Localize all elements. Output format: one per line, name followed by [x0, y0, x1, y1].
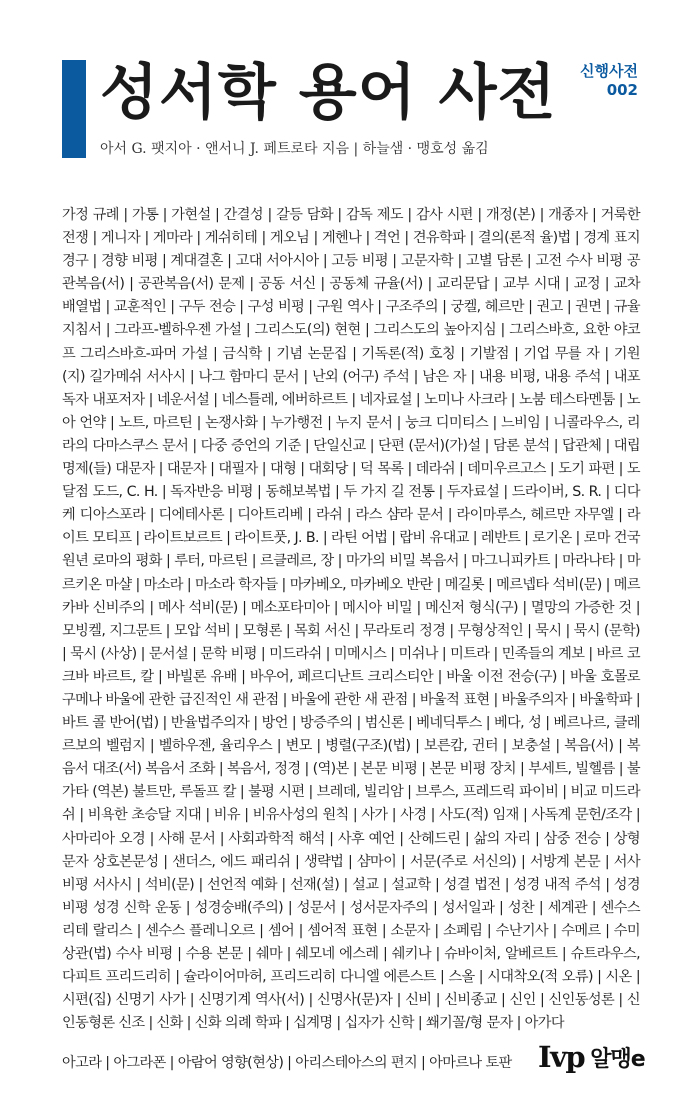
- series-name: 신행사전: [580, 62, 638, 80]
- term-list-last-line: 아고라 | 아그라폰 | 아람어 영향(현상) | 아리스테아스의 편지 | 아마르나 토판: [62, 1055, 512, 1071]
- title-accent-bar: [62, 60, 86, 158]
- series-label: [580, 62, 638, 100]
- publisher-logo: [538, 1040, 645, 1074]
- imprint-name: 알맹e: [590, 1046, 645, 1072]
- term-list: 가정 규례 | 가통 | 가현설 | 간결성 | 갈등 담화 | 감독 제도 | 감사 시편 | 개정(본) | 개종자 | 거룩한 전쟁 | 게니자 | 게마라 | 게쉬히테 | 게오님 | 게헨나 | 격언 | 견유학파 | 결의(론적 율)법 | 경계 표지 경구 | 경향 비평 | 계대결혼 | 고대 서아시아 | 고등 비평 | 고문자학 | 고별 담론 | 고전 수사 비평 공관복음(서) | 공관복음(서) 문제 | 공동 서신 | 공동체 규율(서) | 교리문답 | 교부 시대 | 교정 | 교차 배열법 | 교훈적인 | 구두 전승 | 구성 비평 | 구원 역사 | 구조주의 | 궁켈, 헤르만 | 권고 | 권면 | 규율 지침서 | 그라프-벨하우젠 가설 | 그리스도(의) 현현 | 그리스도의 높아지심 | 그리스바흐, 요한 야코프 그리스바흐-파머 가설 | 금식학 | 기념 논문집 | 기독론(적) 호칭 | 기발점 | 기업 무를 자 | 기원(지) 길가메쉬 서사시 | 나그 함마디 문서 | 난외 (어구) 주석 | 남은 자 | 내용 비평, 내용 주석 | 내포독자 내포저자 | 네운서설 | 네스틀레, 에버하르트 | 네자료설 | 노미나 사크라 | 노붐 테스타멘툼 | 노아 언약 | 노트, 마르틴 | 논쟁사화 | 누가행전 | 누지 문서 | 눙크 디미티스 | 느비임 | 니콜라우스, 리라의 다마스쿠스 문서 | 다중 증언의 기준 | 단일신교 | 단편 (문서)(가)설 | 담론 분석 | 답관체 | 대립명제(들) 대문자 | 대문자 | 대필자 | 대형 | 대회당 | 덕 목록 | 데라쉬 | 데미우르고스 | 도기 파편 | 도달점 도드, C. H. | 독자반응 비평 | 동해보복법 | 두 가지 길 전통 | 두자료설 | 드라이버, S. R. | 디다케 디아스포라 | 디에테사론 | 디아트리베 | 라쉬 | 라스 샴라 문서 | 라이마루스, 헤르만 자무엘 | 라이트 모티프 | 라이트보르트 | 라이트풋, J. B. | 라틴 어법 | 랍비 유대교 | 레반트 | 로기온 | 로마 건국 원년 로마의 평화 | 루터, 마르틴 | 르클레르, 장 | 마가의 비밀 복음서 | 마그니피카트 | 마라나타 | 마르키온 마샬 | 마소라 | 마소라 학자들 | 마카베오, 마카베오 반란 | 메길롯 | 메르넵타 석비(문) | 메르카바 신비주의 | 메사 석비(문) | 메소포타미아 | 메시아 비밀 | 메신저 형식(구) | 멸망의 가증한 것 | 모빙켈, 지그문트 | 모압 석비 | 모형론 | 목회 서신 | 무라토리 정경 | 무형상적인 | 묵시 | 묵시 (문학) | 묵시 (사상) | 문서설 | 문학 비평 | 미드라쉬 | 미메시스 | 미쉬나 | 미트라 | 민족들의 계보 | 바르 코크바 바르트, 칼 | 바빌론 유배 | 바우어, 페르디난트 크리스티안 | 바울 이전 전승(구) | 바울 호몰로구메나 바울에 관한 급진적인 새 관점 | 바울에 관한 새 관점 | 바울적 표현 | 바울주의자 | 바울학파 | 바트 콜 반어(법) | 반율법주의자 | 방언 | 방증주의 | 범신론 | 베네딕투스 | 베다, 성 | 베르나르, 클레르보의 벨럼지 | 벨하우젠, 율리우스 | 변모 | 병렬(구조)(법) | 보른캄, 귄터 | 보충설 | 복음(서) | 복음서 대조(서) 복음서 조화 | 복음서, 정경 | (역)본 | 본문 비평 | 본문 비평 장치 | 부세트, 빌헬름 | 불가타 (역본) 불트만, 루돌프 칼 | 불평 시편 | 브레데, 빌리암 | 브루스, 프레드릭 파이비 | 비교 미드라쉬 | 비욕한 초승달 지대 | 비유 | 비유사성의 원칙 | 사가 | 사경 | 사도(적) 임재 | 사독계 문헌/조각 | 사마리아 오경 | 사해 문서 | 사회과학적 해석 | 사후 예언 | 산헤드린 | 삶의 자리 | 삼중 전승 | 상형 문자 상호본문성 | 샌더스, 에드 패리쉬 | 생략법 | 샴마이 | 서문(주로 서신의) | 서방계 본문 | 서사 비평 서사시 | 석비(문) | 선언적 예화 | 선재(설) | 설교 | 설교학 | 성결 법전 | 성경 내적 주석 | 성경 비평 성경 신학 운동 | 성경숭배(주의) | 성문서 | 성서문자주의 | 성서일과 | 성찬 | 세계관 | 센수스 리테 랄리스 | 센수스 플레니오르 | 셈어 | 셈어적 표현 | 소문자 | 소페림 | 수난기사 | 수메르 | 수미상관(법) 수사 비평 | 수용 본문 | 쉐마 | 쉐모네 에스레 | 쉐키나 | 슈바이처, 알베르트 | 슈트라우스, 다피트 프리드리히 | 슐라이어마허, 프리드리히 다니엘 에른스트 | 스올 | 시대착오(적 오류) | 시온 | 시편(집) 신명기 사가 | 신명기계 역사(서) | 신명사(문)자 | 신비 | 신비종교 | 신인 | 신인동성론 | 신인동형론 신조 | 신화 | 신화 의례 학파 | 십계명 | 십자가 신학 | 쐐기꼴/형 문자 | 아가다: [62, 207, 640, 1032]
- series-number: 002: [606, 81, 638, 99]
- ivp-wordmark: Ivp: [538, 1040, 585, 1074]
- book-title: 성서학 용어 사전: [100, 58, 557, 128]
- author-translator-credit: 아서 G. 팻지아 · 앤서니 J. 페트로타 지음 | 하늘샘 · 맹호성 옮김: [100, 141, 489, 157]
